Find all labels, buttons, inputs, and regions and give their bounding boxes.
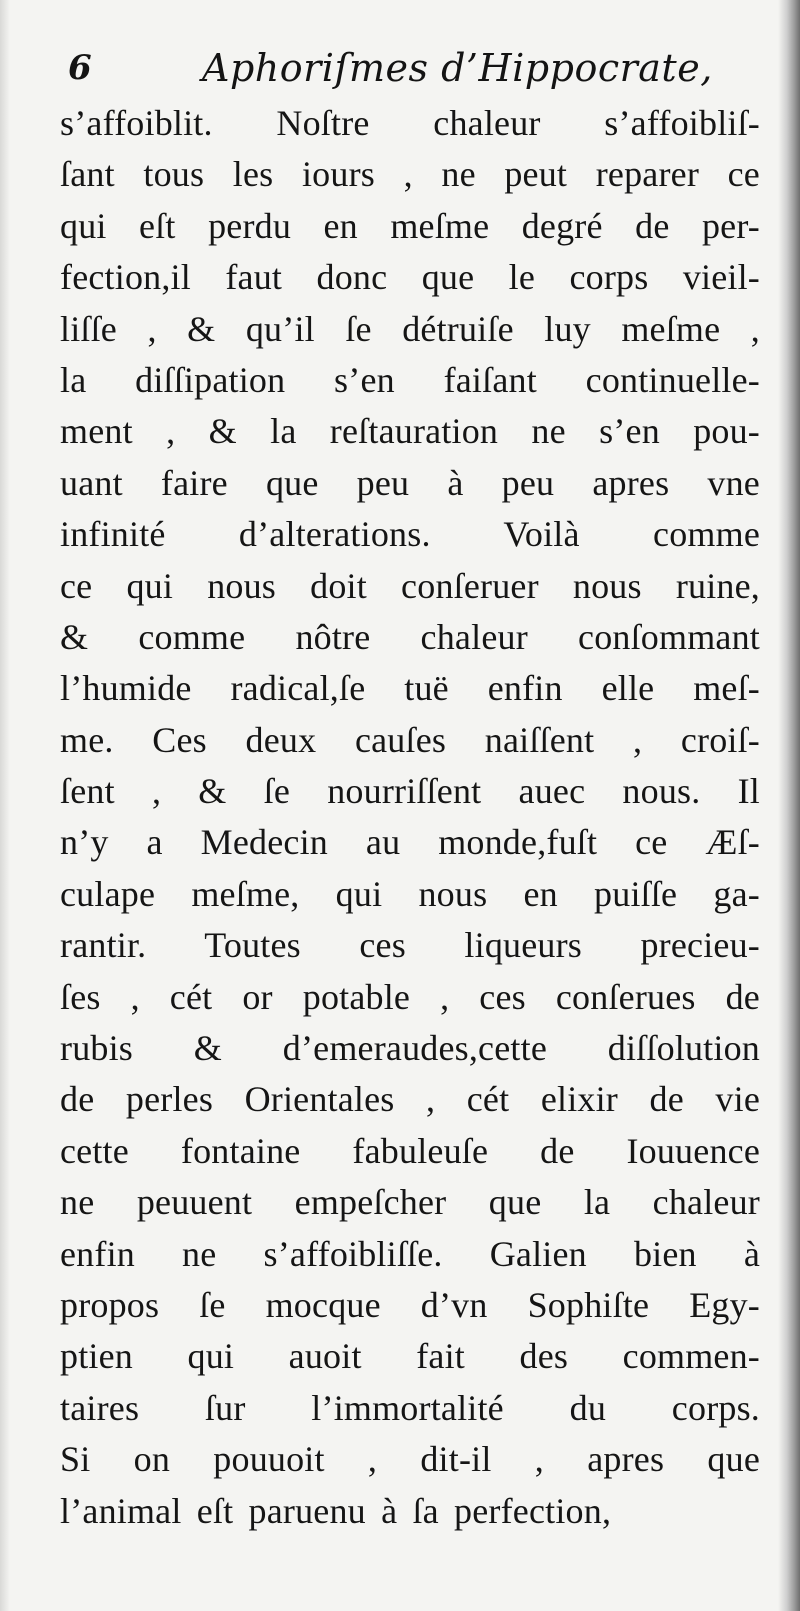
text-line: rantir. Toutes ces liqueurs precieu- bbox=[60, 925, 760, 966]
text-line: cette fontaine fabuleuſe de Iouuence bbox=[60, 1130, 760, 1171]
text-line: rubis & d’emeraudes,cette diſſolution bbox=[60, 1028, 760, 1069]
body-text bbox=[60, 98, 760, 1537]
page-left-edge bbox=[0, 0, 10, 1611]
text-line: n’y a Medecin au monde,fuſt ce Æſ- bbox=[60, 822, 760, 863]
text-line: qui eſt perdu en meſme degré de per- bbox=[60, 205, 760, 246]
page-header bbox=[68, 42, 758, 98]
text-line: propos ſe mocque d’vn Sophiſte Egy- bbox=[60, 1284, 760, 1325]
text-line: ce qui nous doit conſeruer nous ruine, bbox=[60, 565, 760, 606]
text-line: culape meſme, qui nous en puiſſe ga- bbox=[60, 873, 760, 914]
text-line: fection,il faut donc que le corps vieil- bbox=[60, 257, 760, 298]
text-line: me. Ces deux cauſes naiſſent , croiſ- bbox=[60, 719, 760, 760]
text-line: de perles Orientales , cét elixir de vie bbox=[60, 1079, 760, 1120]
text-line: ſent , & ſe nourriſſent auec nous. Il bbox=[60, 771, 760, 812]
text-line: ſes , cét or potable , ces conſerues de bbox=[60, 976, 760, 1017]
text-line: l’animal eſt paruenu à ſa perfection, bbox=[60, 1490, 612, 1531]
text-line: & comme nôtre chaleur conſommant bbox=[60, 616, 760, 657]
text-line: liſſe , & qu’il ſe détruiſe luy meſme , bbox=[60, 308, 760, 349]
text-line: s’affoiblit. Noſtre chaleur s’affoibliſ- bbox=[60, 103, 760, 143]
text-line: infinité d’alterations. Voilà comme bbox=[60, 514, 760, 555]
text-line: enfin ne s’affoibliſſe. Galien bien à bbox=[60, 1233, 760, 1274]
text-line: Si on pouuoit , dit-il , apres que bbox=[60, 1439, 760, 1480]
page-number: 6 bbox=[68, 48, 92, 88]
text-line: la diſſipation s’en faiſant continuelle- bbox=[60, 359, 760, 400]
text-line: l’humide radical,ſe tuë enfin elle meſ- bbox=[60, 668, 760, 709]
text-line: ment , & la reſtauration ne s’en pou- bbox=[60, 411, 760, 452]
running-head: Aphoriſmes d’Hippocrate, bbox=[202, 46, 713, 90]
text-line: taires ſur l’immortalité du corps. bbox=[60, 1387, 760, 1428]
text-line: uant faire que peu à peu apres vne bbox=[60, 462, 760, 503]
text-line: ptien qui auoit fait des commen- bbox=[60, 1336, 760, 1377]
text-line: ſant tous les iours , ne peut reparer ce bbox=[60, 154, 760, 195]
text-line: ne peuuent empeſcher que la chaleur bbox=[60, 1182, 760, 1223]
page-right-edge bbox=[778, 0, 800, 1611]
